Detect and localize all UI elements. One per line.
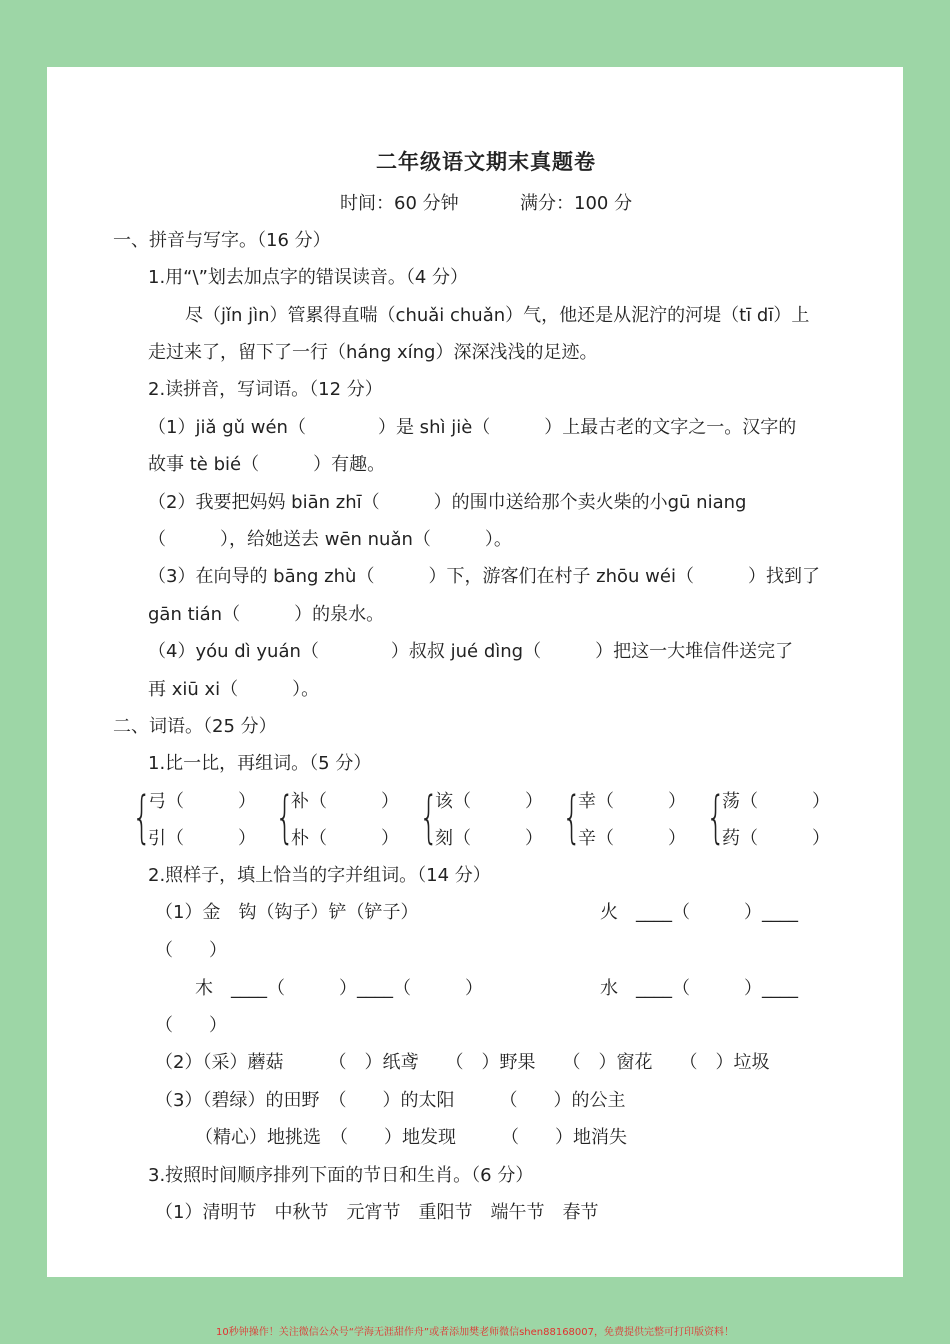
question-2-1-label: 1.比一比，再组词。（5 分）	[148, 753, 372, 774]
q2-p3-line1: （3）在向导的 bāng zhù（ ）下，游客们在村子 zhōu wéi（ ）找到了	[148, 566, 820, 587]
question-1-1-line2: 走过来了，留下了一行（háng xíng）深深浅浅的足迹。	[148, 342, 598, 363]
brace-icon: {	[562, 785, 582, 850]
q2-p1-line2: 故事 tè bié（ ）有趣。	[148, 454, 386, 475]
q2-p2-line2: （ ），给她送去 wēn nuǎn（ ）。	[148, 529, 512, 550]
q2-2-fire: 火 ____（ ）____	[600, 902, 798, 923]
page-title: 二年级语文期末真题卷	[376, 150, 596, 174]
score-label: 满分：100 分	[520, 193, 633, 214]
brace-icon: {	[419, 785, 439, 850]
brace-icon: {	[275, 785, 295, 850]
section-1-heading: 一、拼音与写字。（16 分）	[113, 230, 331, 251]
q2-3-line1: （1）清明节 中秋节 元宵节 重阳节 端午节 春节	[155, 1202, 599, 1223]
brace-icon: {	[706, 785, 726, 850]
brace-icon: {	[132, 785, 152, 850]
pair-5-top: 荡（ ）	[722, 791, 830, 812]
q2-2-line2: （2）（采）蘑菇 （ ）纸鸢 （ ）野果 （ ）窗花 （ ）垃圾	[155, 1052, 770, 1073]
promo-footer: 10秒钟操作！关注微信公众号“学海无涯甜作舟”或者添加樊老师微信shen88168007，免费提供完整可打印版资料！	[215, 1327, 735, 1338]
pair-5-bottom: 药（ ）	[722, 828, 830, 849]
pair-2-top: 补（ ）	[291, 791, 399, 812]
q2-2-water: 水 ____（ ）____	[600, 978, 798, 999]
section-2-heading: 二、词语。（25 分）	[113, 716, 277, 737]
pair-3-bottom: 刻（ ）	[435, 828, 543, 849]
pair-4-bottom: 辛（ ）	[578, 828, 686, 849]
q2-p4-line1: （4）yóu dì yuán（ ）叔叔 jué dìng（ ）把这一大堆信件送完了	[148, 641, 794, 662]
q2-2-water-wrap: （ ）	[155, 1015, 227, 1036]
pair-1-bottom: 引（ ）	[148, 828, 256, 849]
q2-2-line3: （3）（碧绿）的田野 （ ）的太阳 （ ）的公主	[155, 1090, 626, 1111]
q2-2-line4: （精心）地挑选 （ ）地发现 （ ）地消失	[195, 1127, 627, 1148]
pair-3-top: 该（ ）	[435, 791, 543, 812]
pair-2-bottom: 朴（ ）	[291, 828, 399, 849]
question-1-2-label: 2.读拼音，写词语。（12 分）	[148, 379, 383, 400]
question-2-2-label: 2.照样子，填上恰当的字并组词。（14 分）	[148, 865, 491, 886]
q2-2-fire-wrap: （ ）	[155, 940, 227, 961]
pair-4-top: 幸（ ）	[578, 791, 686, 812]
q2-p3-line2: gān tián（ ）的泉水。	[148, 604, 385, 625]
question-1-1-line1: 尽（jǐn jìn）管累得直喘（chuǎi chuǎn）气，他还是从泥泞的河堤（tī dī）上	[185, 305, 810, 326]
question-2-3-label: 3.按照时间顺序排列下面的节日和生肖。（6 分）	[148, 1165, 534, 1186]
q2-2-wood: 木 ____（ ）____（ ）	[195, 978, 483, 999]
question-1-1-label: 1.用“\”划去加点字的错误读音。（4 分）	[148, 267, 469, 288]
q2-2-example: （1）金 钩（钩子）铲（铲子）	[155, 902, 419, 923]
q2-p2-line1: （2）我要把妈妈 biān zhī（ ）的围巾送给那个卖火柴的小gū niang	[148, 492, 747, 513]
pair-1-top: 弓（ ）	[148, 791, 256, 812]
time-label: 时间：60 分钟	[340, 193, 459, 214]
q2-p1-line1: （1）jiǎ gǔ wén（ ）是 shì jiè（ ）上最古老的文字之一。汉字的	[148, 417, 797, 438]
q2-p4-line2: 再 xiū xi（ ）。	[148, 679, 320, 700]
